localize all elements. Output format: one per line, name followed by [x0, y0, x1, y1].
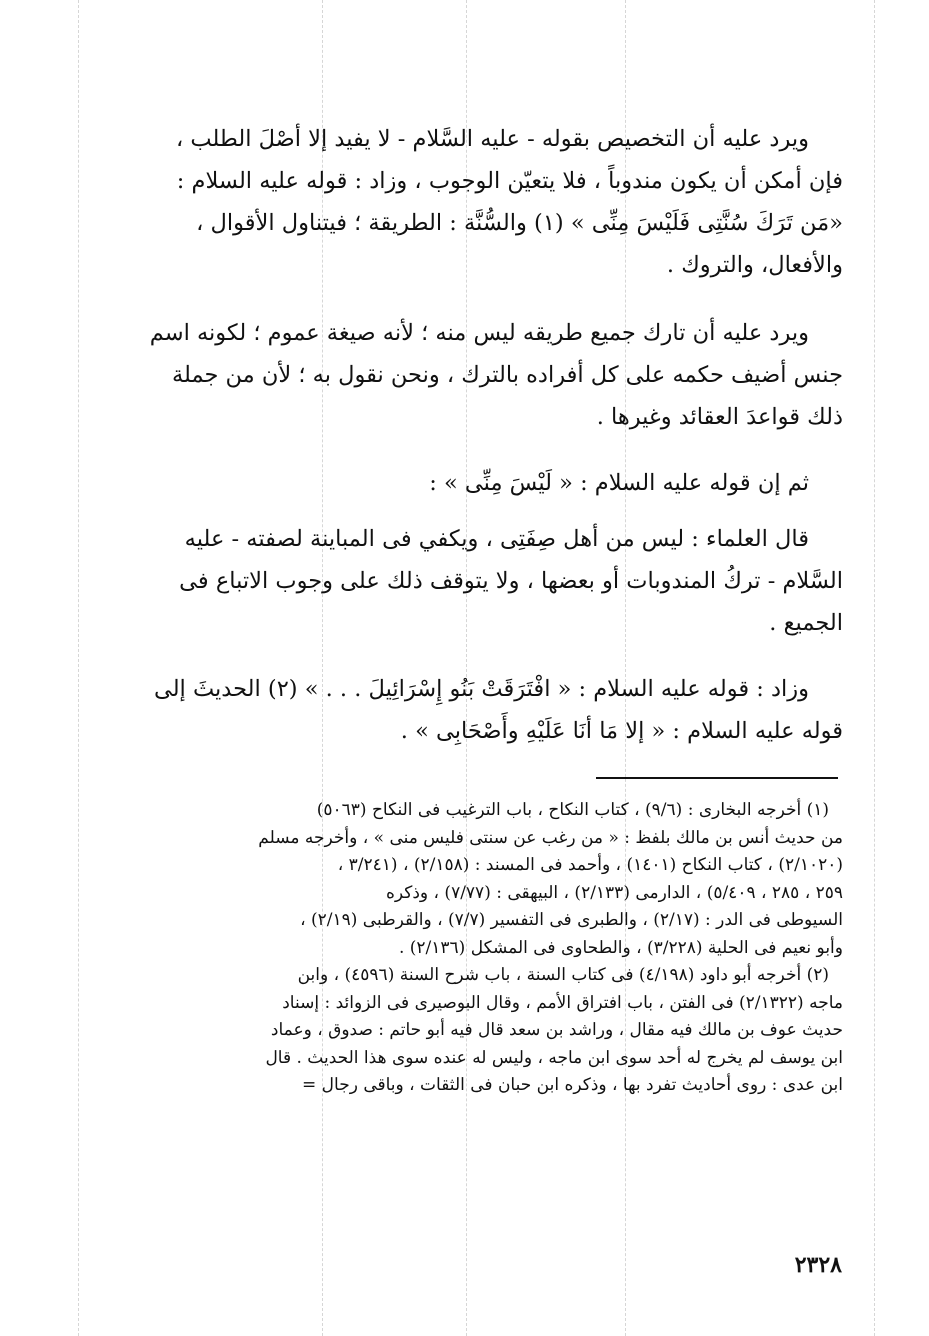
body-paragraph [118, 668, 843, 752]
scan-line [874, 0, 875, 1336]
footnote-line: حديث عوف بن مالك فيه مقال ، وراشد بن سعد قال فيه أبو حاتم : صدوق ، وعماد [270, 1020, 843, 1040]
body-line: السَّلام - تركُ المندوبات أو بعضها ، ولا يتوقف ذلك على وجوب الاتباع فى [179, 568, 843, 594]
body-paragraph [118, 518, 843, 644]
page-number: ٢٣٢٨ [794, 1252, 842, 1278]
footnote-line: ابن عدى : روى أحاديث تفرد بها ، وذكره ابن حبان فى الثقات ، وباقى رجال = [302, 1075, 843, 1095]
body-paragraph [118, 118, 843, 286]
body-line: وزاد : قوله عليه السلام : « افْتَرَقَتْ بَنُو إِسْرَائِيلَ . . . » (٢) الحديثَ إلى [153, 676, 809, 702]
scan-line [78, 0, 79, 1336]
body-line: قوله عليه السلام : « إلا مَا أنَا عَلَيْهِ وأَصْحَابِى » . [400, 718, 843, 744]
footnote-divider [596, 777, 838, 779]
footnote-line: ابن يوسف لم يخرج له أحد سوى ابن ماجه ، وليس له عنده سوى هذا الحديث . قال [265, 1047, 843, 1068]
footnote-1 [118, 797, 843, 962]
footnote-line: السيوطى فى الدر : (٢/١٧) ، والطبرى فى التفسير (٧/٧) ، والقرطبى (٢/١٩) ، [300, 910, 843, 930]
footnote-line: ماجه (٢/١٣٢٢) فى الفتن ، باب افتراق الأمم ، وقال البوصيرى فى الزوائد : إسناد [282, 992, 843, 1013]
footnote-line: (١) أخرجه البخارى : (٩/٦) ، كتاب النكاح ، باب الترغيب فى النكاح (٥٠٦٣) [316, 800, 829, 820]
body-line: جنس أضيف حكمه على كل أفراده بالترك ، ونحن نقول به ؛ لأن من جملة [171, 362, 843, 388]
body-paragraph [118, 462, 843, 504]
footnotes [118, 797, 843, 1100]
body-line: الجميع . [769, 610, 843, 636]
body-line: «مَن تَرَكَ سُنَّتِى فَلَيْسَ مِنِّى » (١) والسُّنَّة : الطريقة ؛ فيتناول الأقوال ، [196, 210, 843, 236]
footnote-line: (٢/١٠٢٠) ، كتاب النكاح (١٤٠١) ، وأحمد فى المسند : (٢/١٥٨) ، (٣/٢٤١ ، [337, 855, 843, 875]
body-line: فإن أمكن أن يكون مندوباً ، فلا يتعيّن الوجوب ، وزاد : قوله عليه السلام : [176, 168, 843, 194]
body-line: قال العلماء : ليس من أهل صِفَتِى ، ويكفي فى المباينة لصفته - عليه [184, 526, 809, 552]
footnote-line: ٢٥٩ ، ٢٨٥ ، ٥/٤٠٩) ، الدارمى (٢/١٣٣) ، البيهقى : (٧/٧٧) ، وذكره [385, 882, 843, 903]
body-paragraph [118, 312, 843, 438]
footnote-2 [118, 962, 843, 1100]
footnote-line: وأبو نعيم فى الحلية (٣/٢٢٨) ، والطحاوى فى المشكل (٢/١٣٦) . [398, 937, 843, 958]
body-line: ثم إن قوله عليه السلام : « لَيْسَ مِنِّى » : [429, 470, 809, 496]
footnote-line: من حديث أنس بن مالك بلفظ : « من رغب عن سنتى فليس منى » ، وأخرجه مسلم [258, 827, 843, 848]
body-line: ويرد عليه أن تارك جميع طريقه ليس منه ؛ لأنه صيغة عموم ؛ لكونه اسم [149, 320, 809, 346]
body-line: والأفعال، والتروك . [666, 252, 843, 278]
body-line: ويرد عليه أن التخصيص بقوله - عليه السَّلام - لا يفيد إلا أصْلَ الطلب ، [175, 126, 809, 152]
body-line: ذلك قواعدَ العقائد وغيرها . [596, 404, 843, 430]
footnote-line: (٢) أخرجه أبو داود (٤/١٩٨) فى كتاب السنة ، باب شرح السنة (٤٥٩٦) ، وابن [297, 965, 829, 985]
